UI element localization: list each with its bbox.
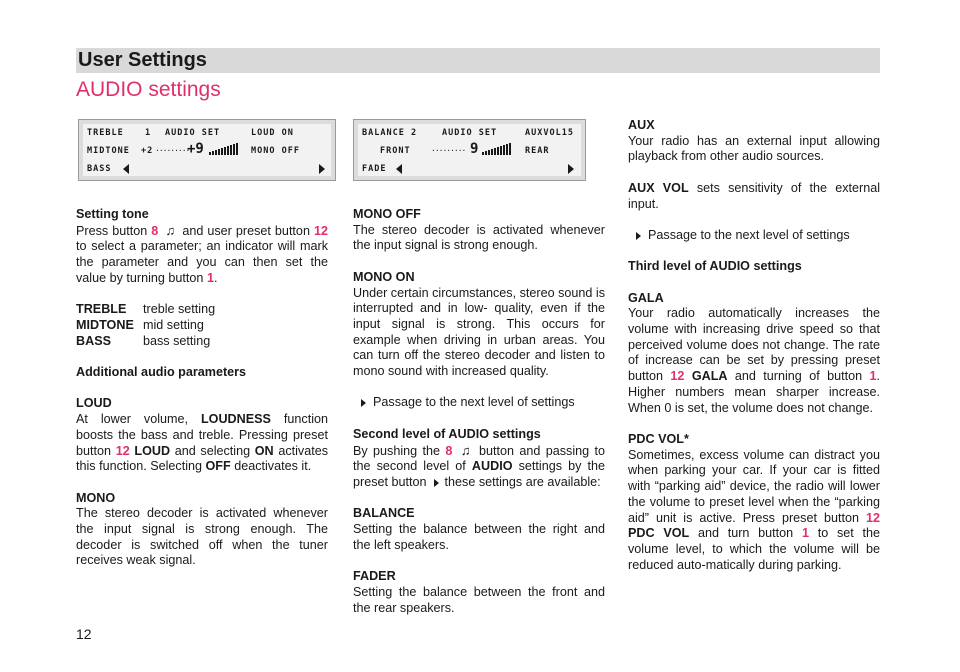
display-big-value: +9 xyxy=(187,141,204,157)
passage-next-level-2: Passage to the next level of settings xyxy=(628,228,880,244)
page-number: 12 xyxy=(76,626,92,642)
def-treble: TREBLE treble setting xyxy=(76,302,216,317)
display-label-balance: BALANCE 2 xyxy=(362,128,418,138)
heading-gala: GALA xyxy=(628,290,664,305)
display-value-midtone: +2 xyxy=(141,146,154,156)
heading-balance: BALANCE xyxy=(353,506,415,521)
display-label-treble: TREBLE xyxy=(87,128,124,138)
paragraph-setting-tone: Press button 8 ♫ and user preset button 12 to select a parameter; an indicator will mark the parameter and you can then set the value by turning button 1. xyxy=(76,222,328,285)
paragraph-mono: The stereo decoder is activated whenever the input signal is strong enough. The decoder is switched off when the tuner receives weak signal. xyxy=(76,506,328,568)
level-meter-icon xyxy=(209,143,238,155)
display-dots: ......... xyxy=(155,144,190,153)
heading-mono: MONO xyxy=(76,490,116,505)
display-label-fade: FADE xyxy=(362,164,387,174)
passage-next-level-1: Passage to the next level of settings xyxy=(353,395,605,411)
column-1 xyxy=(76,207,328,569)
page-title: User Settings xyxy=(78,49,207,71)
section-subtitle: AUDIO settings xyxy=(76,78,221,101)
paragraph-balance: Setting the balance between the right and the left speakers. xyxy=(353,522,605,552)
level-meter-icon xyxy=(482,143,511,155)
display-label-rear: REAR xyxy=(525,146,550,156)
arrow-right-icon xyxy=(361,399,366,407)
arrow-right-icon xyxy=(434,479,439,487)
display-label-audio-set: AUDIO SET xyxy=(165,128,221,138)
heading-mono-off: MONO OFF xyxy=(353,207,421,221)
heading-additional-parameters: Additional audio parameters xyxy=(76,365,247,379)
def-midtone: MIDTONE mid setting xyxy=(76,317,204,332)
heading-loud: LOUD xyxy=(76,396,112,411)
heading-third-level: Third level of AUDIO settings xyxy=(628,259,802,274)
display-label-midtone: MIDTONE xyxy=(87,146,130,156)
arrow-left-icon xyxy=(396,164,402,174)
paragraph-aux-vol: AUX VOL sets sensitivity of the external input. xyxy=(628,180,880,211)
paragraph-loud: At lower volume, LOUDNESS function boosts the bass and treble. Pressing preset button 12 LOUD and selecting ON activates this function. Selecting OFF deactivates it. xyxy=(76,412,329,474)
paragraph-aux: Your radio has an external input allowing playback from other audio sources. xyxy=(628,133,880,164)
column-3 xyxy=(628,118,880,573)
heading-aux: AUX xyxy=(628,118,655,132)
display-label-bass: BASS xyxy=(87,164,112,174)
display-label-loud: LOUD ON xyxy=(251,128,294,138)
paragraph-gala: Your radio automatically increases the volume with increasing drive speed so that perceived volume does not change. The rate of increase can be set by pressing preset button 12 GALA and turning of button 1. Higher numbers mean sharper increase. When 0 is set, the volume does not change. xyxy=(628,306,880,415)
display-label-mono: MONO OFF xyxy=(251,146,300,156)
display-label-audio-set: AUDIO SET xyxy=(442,128,498,138)
arrow-left-icon xyxy=(123,164,129,174)
radio-display-audio-set-1 xyxy=(78,119,336,181)
heading-second-level: Second level of AUDIO settings xyxy=(353,426,541,441)
paragraph-mono-on: Under certain circumstances, stereo sound is interrupted and in low- quality, even if the input signal is strong. This occurs for example when driving in urban areas. You can turn off the stereo decoder and listen to mono sound with increased quality. xyxy=(353,285,605,379)
display-big-value: 9 xyxy=(470,141,479,157)
music-note-icon: ♫ xyxy=(460,442,471,458)
arrow-right-icon xyxy=(636,232,641,240)
display-label-front: FRONT xyxy=(380,146,411,156)
heading-mono-on: MONO ON xyxy=(353,269,415,284)
display-dots: ......... xyxy=(431,144,466,153)
music-note-icon: ♫ xyxy=(165,222,176,238)
arrow-right-icon xyxy=(319,164,325,174)
arrow-right-icon xyxy=(568,164,574,174)
heading-setting-tone: Setting tone xyxy=(76,207,149,221)
paragraph-fader: Setting the balance between the front and the rear speakers. xyxy=(353,584,605,615)
radio-display-audio-set-2 xyxy=(353,119,586,181)
paragraph-second-level: By pushing the 8 ♫ button and passing to the second level of AUDIO settings by the preset button these settings are available: xyxy=(353,442,605,489)
paragraph-pdc-vol: Sometimes, excess volume can distract you when parking your car. If your car is fitted with “parking aid” device, the radio will lower the volume to preset level when the “parking aid” unit is active. Press preset button 12 PDC VOL and turn button 1 to set the volume level, to which the volume will be reduced auto-matically during parking. xyxy=(628,447,880,572)
def-bass: BASS bass setting xyxy=(76,333,211,348)
section-header-bar xyxy=(76,48,880,73)
display-label-level: 1 xyxy=(145,128,152,138)
heading-pdc-vol: PDC VOL* xyxy=(628,431,689,446)
paragraph-mono-off: The stereo decoder is activated whenever the input signal is strong enough. xyxy=(353,222,605,253)
column-2 xyxy=(353,207,605,616)
display-label-auxvol: AUXVOL15 xyxy=(525,128,574,138)
heading-fader: FADER xyxy=(353,569,396,584)
